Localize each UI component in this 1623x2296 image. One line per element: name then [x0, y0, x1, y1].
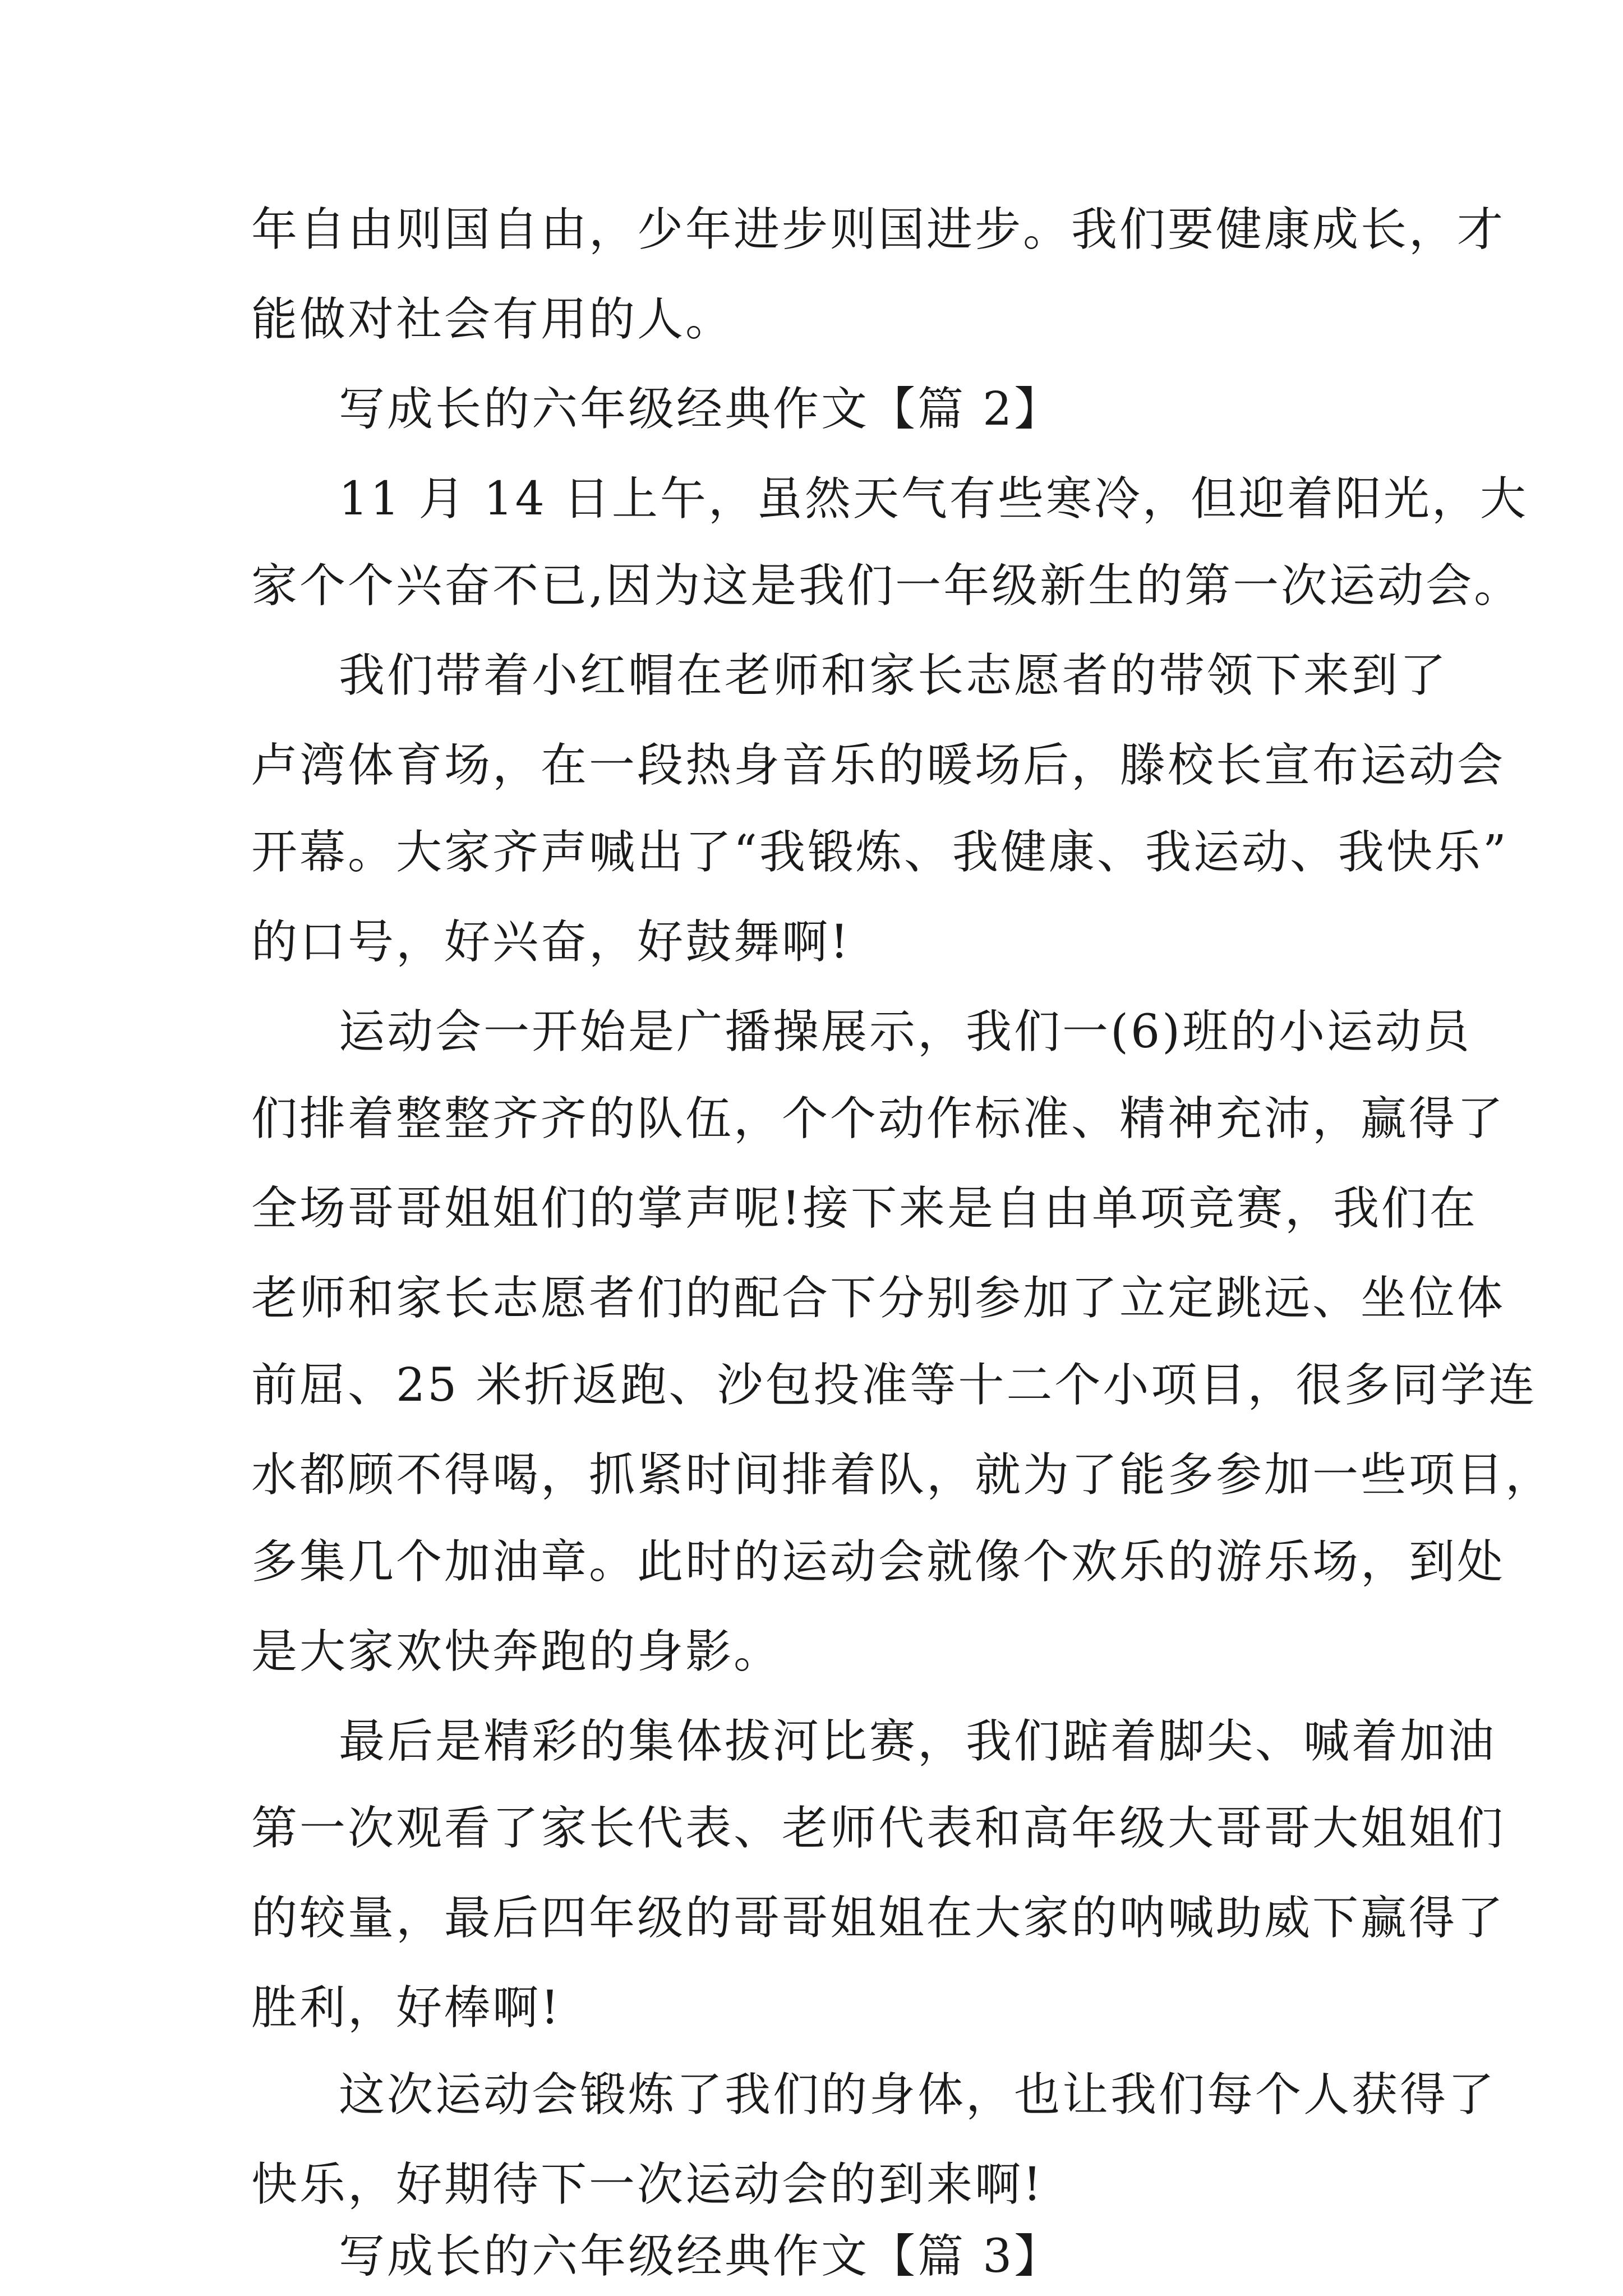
section-heading: 写成长的六年级经典作文【篇 3】 [339, 2230, 1063, 2283]
text-line: 第一次观看了家长代表、老师代表和高年级大哥哥大姐姐们 [251, 1802, 1506, 1855]
text-line: 我们带着小红帽在老师和家长志愿者的带领下来到了 [339, 649, 1449, 702]
text-line: 水都顾不得喝，抓紧时间排着队，就为了能多参加一些项目， [251, 1448, 1554, 1502]
text-line: 们排着整整齐齐的队伍，个个动作标准、精神充沛，赢得了 [251, 1092, 1506, 1145]
text-line: 的口号，好兴奋，好鼓舞啊! [251, 915, 851, 969]
text-line: 快乐，好期待下一次运动会的到来啊! [251, 2158, 1044, 2211]
text-line: 开幕。大家齐声喊出了“我锻炼、我健康、我运动、我快乐” [251, 826, 1509, 879]
text-line: 这次运动会锻炼了我们的身体，也让我们每个人获得了 [339, 2068, 1497, 2122]
text-line: 前屈、25 米折返跑、沙包投准等十二个小项目，很多同学连 [251, 1359, 1537, 1412]
text-line: 胜利，好棒啊! [251, 1981, 561, 2035]
text-line: 卢湾体育场，在一段热身音乐的暖场后，滕校长宣布运动会 [251, 739, 1506, 792]
section-heading: 写成长的六年级经典作文【篇 2】 [339, 383, 1063, 436]
text-line: 多集几个加油章。此时的运动会就像个欢乐的游乐场，到处 [251, 1535, 1506, 1589]
text-line: 的较量，最后四年级的哥哥姐姐在大家的呐喊助威下赢得了 [251, 1892, 1506, 1945]
text-line: 全场哥哥姐姐们的掌声呢!接下来是自由单项竞赛，我们在 [251, 1182, 1478, 1235]
text-line: 家个个兴奋不已,因为这是我们一年级新生的第一次运动会。 [251, 559, 1523, 613]
text-line: 运动会一开始是广播操展示，我们一(6)班的小运动员 [339, 1005, 1472, 1059]
text-line: 是大家欢快奔跑的身影。 [251, 1625, 782, 1678]
text-line: 11 月 14 日上午，虽然天气有些寒冷，但迎着阳光，大 [339, 472, 1528, 526]
text-line: 年自由则国自由，少年进步则国进步。我们要健康成长，才 [251, 203, 1506, 256]
text-line: 能做对社会有用的人。 [251, 293, 734, 346]
text-line: 老师和家长志愿者们的配合下分别参加了立定跳远、坐位体 [251, 1272, 1506, 1325]
text-line: 最后是精彩的集体拔河比赛，我们踮着脚尖、喊着加油 [339, 1715, 1497, 1768]
